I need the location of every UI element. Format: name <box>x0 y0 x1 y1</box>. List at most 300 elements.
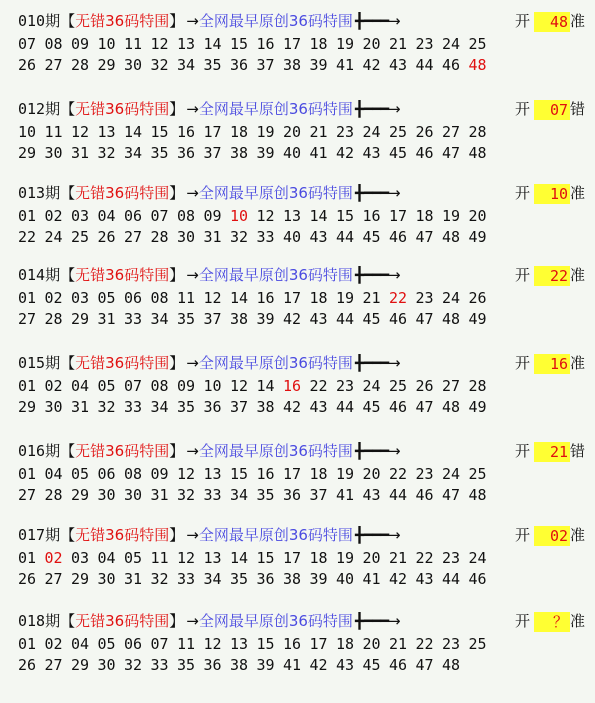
blue-title: 全网最早原创36码特围 <box>198 266 353 284</box>
number-cell: 01 <box>18 289 37 307</box>
left-bracket: 【 <box>60 100 76 118</box>
result-badge: 22 <box>534 266 570 286</box>
number-cell: 20 <box>362 549 381 567</box>
number-cell: 21 <box>309 123 328 141</box>
number-cell: 37 <box>203 144 222 162</box>
number-cell: 24 <box>362 377 381 395</box>
number-cell: 16 <box>362 207 381 225</box>
number-cell: 33 <box>203 486 222 504</box>
number-cell: 28 <box>71 56 90 74</box>
blue-title: 全网最早原创36码特围 <box>198 100 353 118</box>
number-cell: 27 <box>44 56 63 74</box>
number-cell: 31 <box>150 486 169 504</box>
long-arrow-icon: ━━━→ <box>363 100 400 118</box>
issue-number: 017 <box>18 526 46 544</box>
number-cell: 08 <box>150 377 169 395</box>
number-cell: 20 <box>468 207 487 225</box>
number-cell: 11 <box>150 549 169 567</box>
number-cell: 12 <box>203 635 222 653</box>
number-cell: 44 <box>336 398 355 416</box>
number-cell: 24 <box>442 465 461 483</box>
result-status: 准 <box>570 354 586 372</box>
number-cell: 19 <box>256 123 275 141</box>
number-cell: 05 <box>71 465 90 483</box>
red-title: 无错36码特围 <box>75 442 170 460</box>
number-cell: 44 <box>389 486 408 504</box>
number-cell: 48 <box>468 486 487 504</box>
issue-number: 016 <box>18 442 46 460</box>
number-cell: 06 <box>124 635 143 653</box>
result-badge: 16 <box>534 354 570 374</box>
issue-qi-label: 期 <box>45 184 61 202</box>
blue-title: 全网最早原创36码特围 <box>198 354 353 372</box>
number-cell: 03 <box>71 289 90 307</box>
number-cell: 09 <box>203 207 222 225</box>
issue-header <box>18 522 588 548</box>
left-bracket: 【 <box>60 266 76 284</box>
number-cell: 48 <box>442 310 461 328</box>
issue-block <box>18 180 588 248</box>
number-cell: 46 <box>442 56 461 74</box>
number-cell: 09 <box>71 35 90 53</box>
number-cell: 28 <box>44 486 63 504</box>
number-cell: 14 <box>256 377 275 395</box>
number-cell: 18 <box>415 207 434 225</box>
number-cell: 42 <box>389 570 408 588</box>
number-cell: 34 <box>203 570 222 588</box>
number-cell: 26 <box>415 123 434 141</box>
number-cell: 25 <box>468 35 487 53</box>
number-cell: 26 <box>18 570 37 588</box>
issue-qi-label: 期 <box>45 526 61 544</box>
number-cell: 36 <box>203 656 222 674</box>
result-badge: 02 <box>534 526 570 546</box>
number-row <box>18 397 588 418</box>
number-cell: 16 <box>256 35 275 53</box>
number-cell: 17 <box>309 635 328 653</box>
number-cell: 32 <box>150 56 169 74</box>
number-cell: 41 <box>283 656 302 674</box>
number-row <box>18 288 588 309</box>
number-cell: 44 <box>415 56 434 74</box>
issue-number: 013 <box>18 184 46 202</box>
number-row <box>18 122 588 143</box>
right-bracket: 】 <box>169 612 185 630</box>
arrow-icon: → <box>186 442 199 460</box>
number-cell: 31 <box>97 310 116 328</box>
number-cell: 19 <box>336 465 355 483</box>
number-cell: 07 <box>150 207 169 225</box>
number-cell: 12 <box>230 377 249 395</box>
number-cell: 14 <box>203 35 222 53</box>
number-cell: 12 <box>177 549 196 567</box>
plus-icon: ╋ <box>354 354 364 372</box>
number-cell: 32 <box>97 144 116 162</box>
number-cell: 15 <box>230 35 249 53</box>
number-cell: 10 <box>230 207 249 225</box>
arrow-icon: → <box>186 526 199 544</box>
number-cell: 11 <box>44 123 63 141</box>
number-cell: 23 <box>336 123 355 141</box>
number-cell: 35 <box>177 310 196 328</box>
number-cell: 12 <box>256 207 275 225</box>
number-cell: 20 <box>362 35 381 53</box>
number-row <box>18 634 588 655</box>
number-cell: 07 <box>124 377 143 395</box>
number-cell: 12 <box>150 35 169 53</box>
number-cell: 28 <box>468 123 487 141</box>
number-cell: 42 <box>283 398 302 416</box>
number-cell: 36 <box>230 56 249 74</box>
issue-header <box>18 438 588 464</box>
long-arrow-icon: ━━━→ <box>363 184 400 202</box>
arrow-icon: → <box>186 100 199 118</box>
number-cell: 34 <box>150 310 169 328</box>
number-cell: 04 <box>71 635 90 653</box>
number-cell: 18 <box>230 123 249 141</box>
issue-header <box>18 8 588 34</box>
red-title: 无错36码特围 <box>75 100 170 118</box>
number-cell: 39 <box>256 310 275 328</box>
number-cell: 10 <box>18 123 37 141</box>
number-cell: 20 <box>362 465 381 483</box>
number-cell: 46 <box>415 144 434 162</box>
number-cell: 09 <box>177 377 196 395</box>
long-arrow-icon: ━━━→ <box>363 442 400 460</box>
right-bracket: 】 <box>169 100 185 118</box>
number-cell: 45 <box>362 656 381 674</box>
number-cell: 43 <box>309 398 328 416</box>
number-cell: 35 <box>256 486 275 504</box>
number-cell: 35 <box>177 656 196 674</box>
plus-icon: ╋ <box>354 100 364 118</box>
red-title: 无错36码特围 <box>75 12 170 30</box>
number-cell: 45 <box>362 228 381 246</box>
number-row <box>18 569 588 590</box>
number-cell: 32 <box>230 228 249 246</box>
number-cell: 41 <box>309 144 328 162</box>
number-cell: 30 <box>44 144 63 162</box>
kai-label: 开 <box>515 442 531 460</box>
number-cell: 42 <box>362 56 381 74</box>
number-cell: 42 <box>309 656 328 674</box>
red-title: 无错36码特围 <box>75 612 170 630</box>
result-status: 准 <box>570 184 586 202</box>
number-cell: 48 <box>468 56 487 74</box>
number-cell: 17 <box>203 123 222 141</box>
number-cell: 41 <box>362 570 381 588</box>
number-cell: 38 <box>283 56 302 74</box>
right-bracket: 】 <box>169 184 185 202</box>
number-cell: 12 <box>203 289 222 307</box>
issue-header <box>18 350 588 376</box>
number-cell: 11 <box>177 289 196 307</box>
number-cell: 43 <box>415 570 434 588</box>
number-cell: 31 <box>124 570 143 588</box>
red-title: 无错36码特围 <box>75 354 170 372</box>
issue-block <box>18 438 588 506</box>
issue-qi-label: 期 <box>45 612 61 630</box>
number-cell: 35 <box>230 570 249 588</box>
number-cell: 34 <box>150 398 169 416</box>
number-row <box>18 485 588 506</box>
issue-header <box>18 180 588 206</box>
number-cell: 05 <box>97 635 116 653</box>
result-badge: 48 <box>534 12 570 32</box>
number-cell: 39 <box>309 570 328 588</box>
number-cell: 30 <box>97 570 116 588</box>
number-cell: 27 <box>124 228 143 246</box>
issue-header <box>18 608 588 634</box>
number-cell: 43 <box>336 656 355 674</box>
kai-label: 开 <box>515 354 531 372</box>
number-cell: 14 <box>230 549 249 567</box>
arrow-icon: → <box>186 184 199 202</box>
issue-number: 015 <box>18 354 46 372</box>
number-cell: 23 <box>415 289 434 307</box>
number-row <box>18 376 588 397</box>
blue-title: 全网最早原创36码特围 <box>198 184 353 202</box>
number-cell: 32 <box>124 656 143 674</box>
number-cell: 19 <box>336 289 355 307</box>
number-cell: 23 <box>442 549 461 567</box>
number-cell: 16 <box>177 123 196 141</box>
number-cell: 16 <box>256 289 275 307</box>
number-cell: 05 <box>124 549 143 567</box>
issue-block <box>18 608 588 676</box>
number-cell: 46 <box>389 656 408 674</box>
number-cell: 37 <box>309 486 328 504</box>
number-cell: 15 <box>150 123 169 141</box>
number-cell: 29 <box>18 144 37 162</box>
number-cell: 33 <box>256 228 275 246</box>
left-bracket: 【 <box>60 526 76 544</box>
number-cell: 47 <box>415 656 434 674</box>
number-cell: 21 <box>362 289 381 307</box>
number-cell: 36 <box>283 486 302 504</box>
number-cell: 43 <box>362 486 381 504</box>
number-cell: 29 <box>97 56 116 74</box>
number-cell: 26 <box>18 656 37 674</box>
number-cell: 29 <box>18 398 37 416</box>
number-cell: 30 <box>44 398 63 416</box>
number-cell: 40 <box>283 144 302 162</box>
blue-title: 全网最早原创36码特围 <box>198 442 353 460</box>
number-cell: 15 <box>256 635 275 653</box>
number-cell: 33 <box>124 310 143 328</box>
number-cell: 43 <box>389 56 408 74</box>
number-cell: 26 <box>468 289 487 307</box>
number-cell: 18 <box>309 35 328 53</box>
number-cell: 38 <box>230 656 249 674</box>
number-cell: 06 <box>124 289 143 307</box>
number-cell: 37 <box>230 398 249 416</box>
number-cell: 18 <box>309 549 328 567</box>
number-cell: 39 <box>309 56 328 74</box>
number-cell: 01 <box>18 377 37 395</box>
number-cell: 39 <box>256 656 275 674</box>
number-cell: 11 <box>177 635 196 653</box>
number-cell: 30 <box>177 228 196 246</box>
number-cell: 32 <box>97 398 116 416</box>
number-cell: 07 <box>18 35 37 53</box>
number-cell: 35 <box>150 144 169 162</box>
number-cell: 06 <box>97 465 116 483</box>
number-cell: 06 <box>124 207 143 225</box>
result-status: 错 <box>570 442 586 460</box>
number-cell: 25 <box>389 377 408 395</box>
number-cell: 24 <box>44 228 63 246</box>
number-cell: 13 <box>283 207 302 225</box>
result-badge: 21 <box>534 442 570 462</box>
number-cell: 18 <box>336 635 355 653</box>
number-cell: 12 <box>177 465 196 483</box>
red-title: 无错36码特围 <box>75 526 170 544</box>
blue-title: 全网最早原创36码特围 <box>198 12 353 30</box>
number-cell: 16 <box>283 635 302 653</box>
number-cell: 01 <box>18 549 37 567</box>
number-cell: 44 <box>336 228 355 246</box>
number-cell: 14 <box>230 289 249 307</box>
number-cell: 18 <box>309 465 328 483</box>
kai-label: 开 <box>515 266 531 284</box>
long-arrow-icon: ━━━→ <box>363 12 400 30</box>
number-cell: 42 <box>336 144 355 162</box>
number-cell: 30 <box>97 486 116 504</box>
number-cell: 45 <box>362 310 381 328</box>
number-cell: 36 <box>203 398 222 416</box>
number-cell: 15 <box>336 207 355 225</box>
number-row <box>18 143 588 164</box>
issue-number: 014 <box>18 266 46 284</box>
result-status: 准 <box>570 612 586 630</box>
number-cell: 04 <box>97 549 116 567</box>
number-cell: 33 <box>150 656 169 674</box>
issue-qi-label: 期 <box>45 12 61 30</box>
plus-icon: ╋ <box>354 526 364 544</box>
number-cell: 17 <box>283 35 302 53</box>
number-cell: 44 <box>336 310 355 328</box>
number-cell: 23 <box>415 465 434 483</box>
number-cell: 27 <box>18 486 37 504</box>
kai-label: 开 <box>515 12 531 30</box>
number-row <box>18 55 588 76</box>
number-cell: 49 <box>468 310 487 328</box>
right-bracket: 】 <box>169 354 185 372</box>
number-cell: 30 <box>124 56 143 74</box>
number-cell: 29 <box>71 310 90 328</box>
number-cell: 43 <box>309 228 328 246</box>
number-cell: 03 <box>71 549 90 567</box>
number-cell: 15 <box>256 549 275 567</box>
number-cell: 40 <box>336 570 355 588</box>
number-cell: 01 <box>18 207 37 225</box>
number-cell: 26 <box>18 56 37 74</box>
number-cell: 24 <box>442 289 461 307</box>
number-cell: 37 <box>203 310 222 328</box>
number-row <box>18 655 588 676</box>
number-cell: 12 <box>71 123 90 141</box>
number-cell: 47 <box>442 144 461 162</box>
left-bracket: 【 <box>60 442 76 460</box>
issue-number: 018 <box>18 612 46 630</box>
number-cell: 44 <box>442 570 461 588</box>
number-cell: 22 <box>18 228 37 246</box>
number-cell: 16 <box>256 465 275 483</box>
right-bracket: 】 <box>169 526 185 544</box>
number-cell: 13 <box>230 635 249 653</box>
right-bracket: 】 <box>169 266 185 284</box>
number-cell: 38 <box>256 398 275 416</box>
plus-icon: ╋ <box>354 612 364 630</box>
number-cell: 16 <box>283 377 302 395</box>
number-cell: 01 <box>18 635 37 653</box>
number-cell: 31 <box>203 228 222 246</box>
result-status: 准 <box>570 266 586 284</box>
number-cell: 05 <box>97 377 116 395</box>
long-arrow-icon: ━━━→ <box>363 354 400 372</box>
blue-title: 全网最早原创36码特围 <box>198 526 353 544</box>
number-cell: 46 <box>389 310 408 328</box>
number-cell: 46 <box>415 486 434 504</box>
number-row <box>18 206 588 227</box>
number-cell: 34 <box>124 144 143 162</box>
number-cell: 04 <box>44 465 63 483</box>
blue-title: 全网最早原创36码特围 <box>198 612 353 630</box>
number-cell: 25 <box>468 465 487 483</box>
result-badge: ？ <box>534 612 570 632</box>
number-cell: 48 <box>442 228 461 246</box>
number-cell: 38 <box>230 144 249 162</box>
number-cell: 34 <box>230 486 249 504</box>
number-cell: 22 <box>389 465 408 483</box>
number-cell: 13 <box>177 35 196 53</box>
number-cell: 46 <box>389 228 408 246</box>
number-cell: 02 <box>44 289 63 307</box>
number-cell: 47 <box>415 398 434 416</box>
issue-qi-label: 期 <box>45 266 61 284</box>
number-cell: 02 <box>44 207 63 225</box>
number-cell: 04 <box>71 377 90 395</box>
number-cell: 39 <box>256 144 275 162</box>
number-cell: 45 <box>362 398 381 416</box>
number-cell: 27 <box>44 570 63 588</box>
issue-qi-label: 期 <box>45 100 61 118</box>
issue-qi-label: 期 <box>45 354 61 372</box>
number-cell: 27 <box>442 123 461 141</box>
number-cell: 25 <box>71 228 90 246</box>
number-cell: 31 <box>71 144 90 162</box>
left-bracket: 【 <box>60 184 76 202</box>
number-cell: 08 <box>177 207 196 225</box>
number-cell: 32 <box>177 486 196 504</box>
number-cell: 29 <box>71 570 90 588</box>
result-status: 准 <box>570 526 586 544</box>
number-cell: 13 <box>203 465 222 483</box>
number-cell: 32 <box>150 570 169 588</box>
number-cell: 19 <box>442 207 461 225</box>
number-cell: 22 <box>309 377 328 395</box>
number-cell: 38 <box>230 310 249 328</box>
issue-header <box>18 262 588 288</box>
number-cell: 24 <box>362 123 381 141</box>
number-cell: 49 <box>468 228 487 246</box>
number-cell: 33 <box>177 570 196 588</box>
number-cell: 26 <box>97 228 116 246</box>
number-cell: 46 <box>389 398 408 416</box>
result-badge: 07 <box>534 100 570 120</box>
number-cell: 14 <box>309 207 328 225</box>
